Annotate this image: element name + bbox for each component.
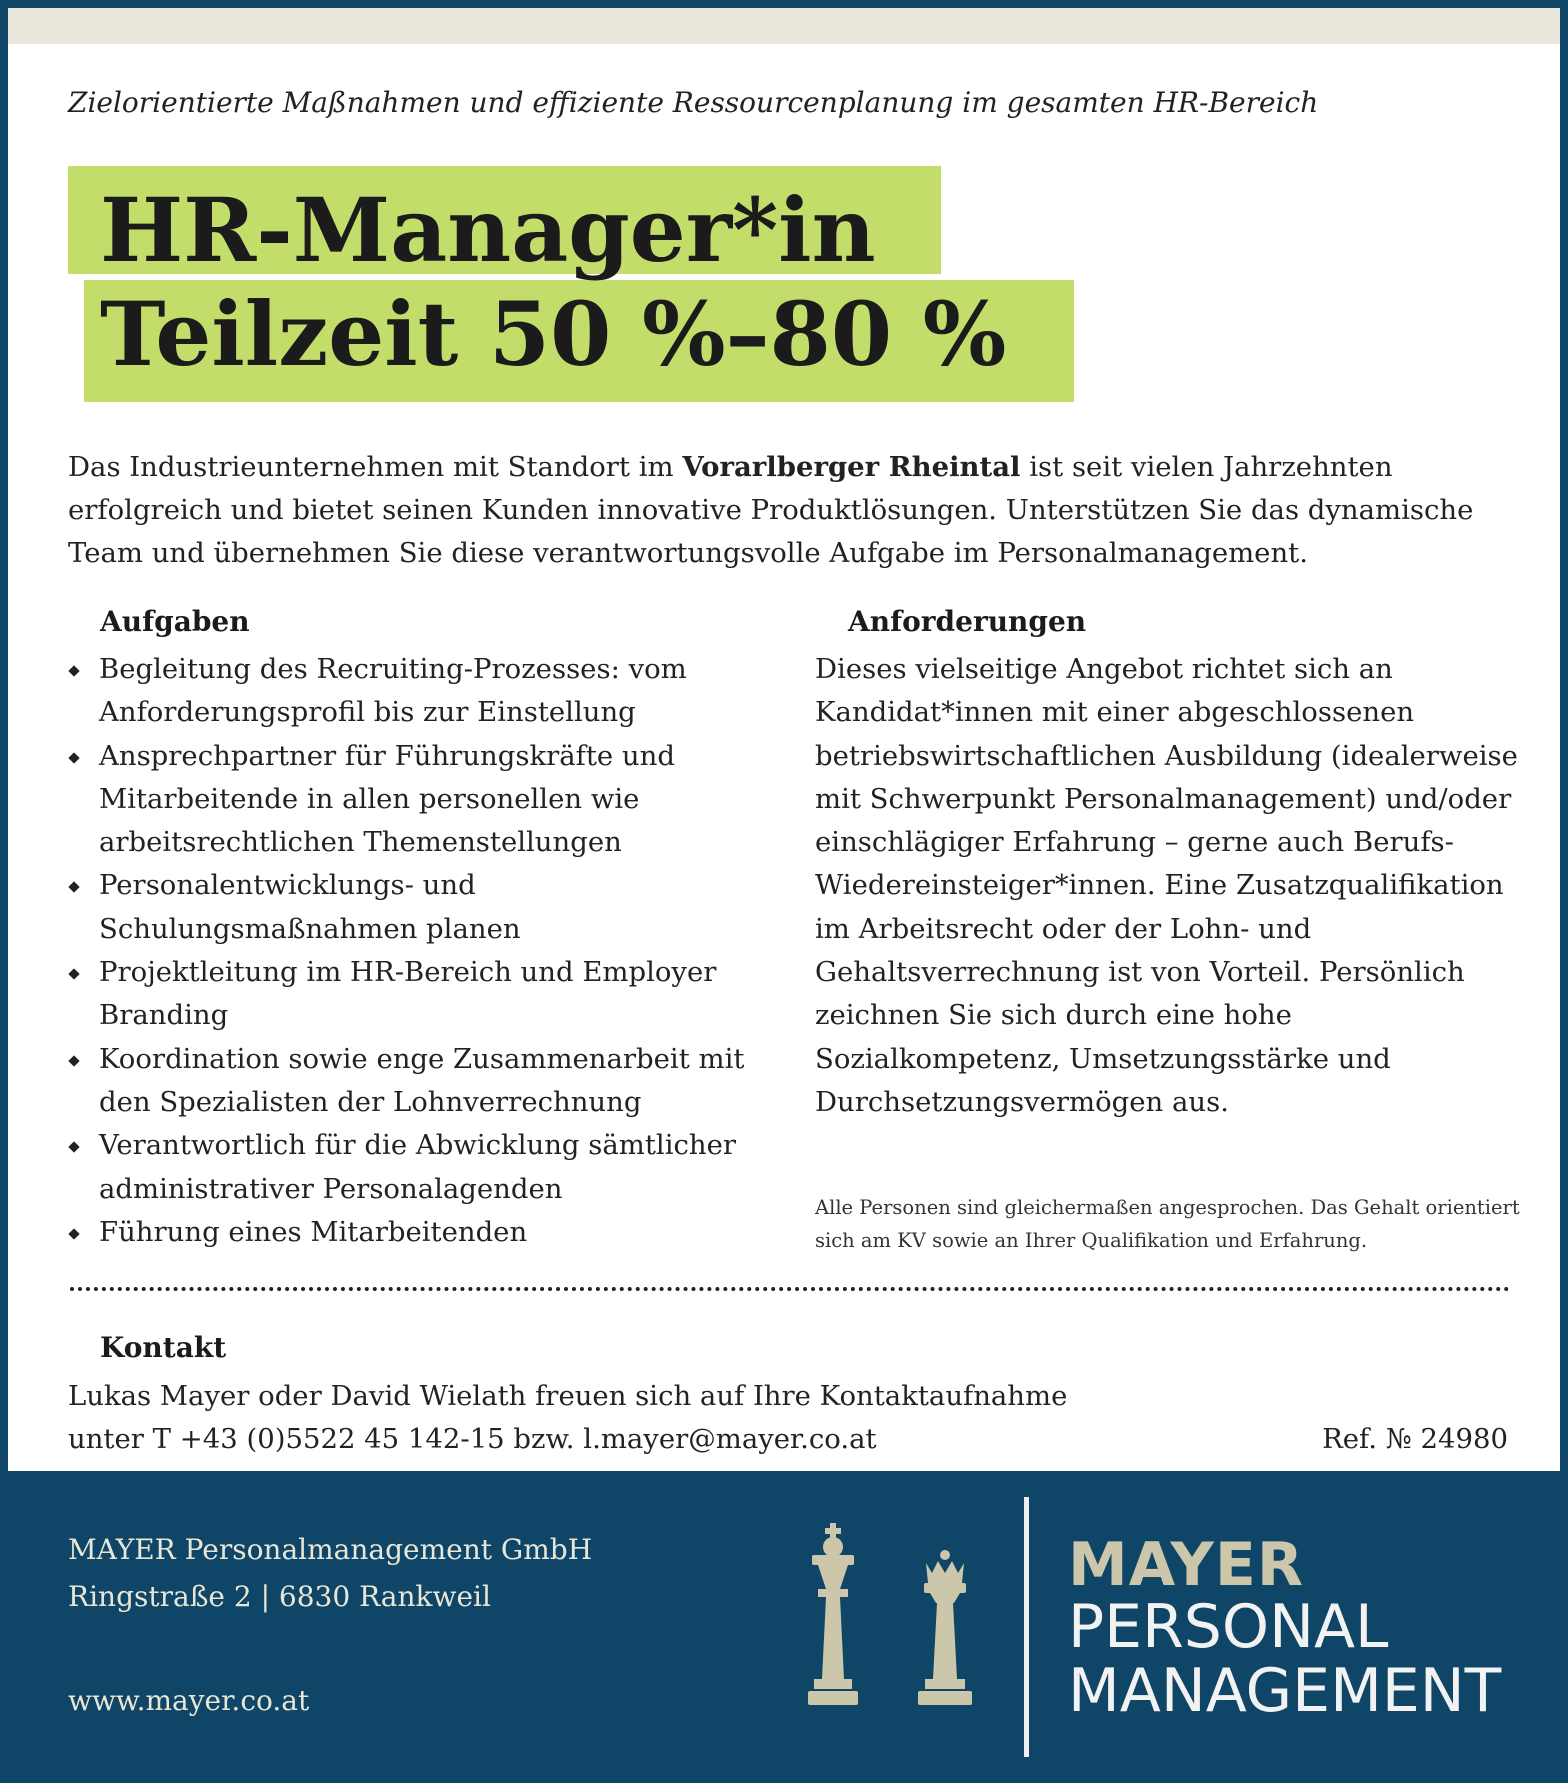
task-text: Begleitung des Recruiting-Prozesses: vom Anforderungsprofil bis zur Einstellung [99, 653, 687, 729]
task-item [68, 1211, 798, 1254]
chess-pieces-logo [796, 1519, 996, 1719]
intro-part1: Das Industrieunternehmen mit Standort im [68, 451, 683, 483]
bullet-icon [68, 968, 79, 979]
reference-number: Ref. № 24980 [1322, 1423, 1508, 1455]
brand-line-mayer: MAYER [1068, 1530, 1305, 1600]
company-website[interactable]: www.mayer.co.at [68, 1684, 310, 1717]
dotted-divider [70, 1287, 1510, 1291]
contact-line2: unter T +43 (0)5522 45 142-15 bzw. l.mayer@mayer.co.at [68, 1423, 877, 1455]
job-title-line1: HR-Manager*in [100, 178, 876, 282]
contact-text [68, 1375, 1268, 1461]
chess-queen-icon [918, 1550, 972, 1705]
footer-divider-line [1024, 1497, 1029, 1757]
contact-heading: Kontakt [100, 1331, 227, 1364]
equality-note: Alle Personen sind gleichermaßen angesprochen. Das Gehalt orientiert sich am KV sowie an Ihrer Qualifikation und Erfahrung. [815, 1196, 1520, 1252]
task-text: Führung eines Mitarbeitenden [99, 1215, 528, 1248]
job-title [100, 178, 1006, 386]
task-item [68, 1038, 798, 1125]
bullet-icon [68, 1055, 79, 1066]
task-item [68, 648, 798, 735]
job-ad-sheet [8, 8, 1560, 1471]
task-item [68, 735, 798, 865]
contact-line1: Lukas Mayer oder David Wielath freuen sich auf Ihre Kontaktaufnahme [68, 1380, 1068, 1412]
top-strip [8, 8, 1560, 44]
bullet-icon [68, 752, 79, 763]
company-address: Ringstraße 2 | 6830 Rankweil [68, 1580, 491, 1613]
task-item [68, 864, 798, 951]
tasks-list [68, 648, 798, 1254]
intro-part2: ist seit vielen Jahrzehnten erfolgreich und bietet seinen Kunden innovative Produktlösungen. Unterstützen Sie das dynamische Team und übernehmen Sie diese verantwortungsvolle Aufgabe im Personalmanagement. [68, 451, 1474, 569]
requirements-text: Dieses vielseitige Angebot richtet sich an Kandidat*innen mit einer abgeschlossenen betriebswirtschaftlichen Ausbildung (idealerweise mit Schwerpunkt Personalmanagement) und/oder einschlägiger Erfahrung – gerne auch Berufs-Wiedereinsteiger*innen. Eine Zusatzqualifikation im Arbeitsrecht oder der Lohn- und Gehaltsverrechnung ist von Vorteil. Persönlich zeichnen Sie sich durch eine hohe Sozialkompetenz, Umsetzungsstärke und Durchsetzungsvermögen aus. [815, 653, 1518, 1118]
task-text: Koordination sowie enge Zusammenarbeit mit den Spezialisten der Lohnverrechnung [99, 1042, 745, 1118]
task-text: Verantwortlich für die Abwicklung sämtlicher administrativer Personalagenden [99, 1129, 737, 1205]
intro-region: Vorarlberger Rheintal [682, 451, 1021, 483]
job-title-line2: Teilzeit 50 %–80 % [100, 282, 1007, 386]
tasks-heading: Aufgaben [100, 605, 250, 638]
requirements-heading: Anforderungen [848, 605, 1087, 638]
bullet-icon [68, 665, 79, 676]
brand-line-management: MANAGEMENT [1068, 1656, 1502, 1726]
intro-paragraph [68, 446, 1508, 575]
brand-line-personal: PERSONAL [1068, 1592, 1389, 1662]
task-text: Ansprechpartner für Führungskräfte und Mitarbeitende in allen personellen wie arbeitsrechtlichen Themenstellungen [99, 739, 675, 859]
task-text: Projektleitung im HR-Bereich und Employer Branding [99, 956, 717, 1032]
bullet-icon [68, 882, 79, 893]
task-item [68, 1124, 798, 1211]
task-text: Personalentwicklungs- und Schulungsmaßnahmen planen [99, 869, 521, 945]
bullet-icon [68, 1228, 79, 1239]
chess-king-icon [808, 1523, 858, 1705]
task-item [68, 951, 798, 1038]
company-name: MAYER Personalmanagement GmbH [68, 1533, 593, 1566]
bullet-icon [68, 1142, 79, 1153]
tagline: Zielorientierte Maßnahmen und effiziente Ressourcenplanung im gesamten HR-Bereich [68, 86, 1319, 119]
